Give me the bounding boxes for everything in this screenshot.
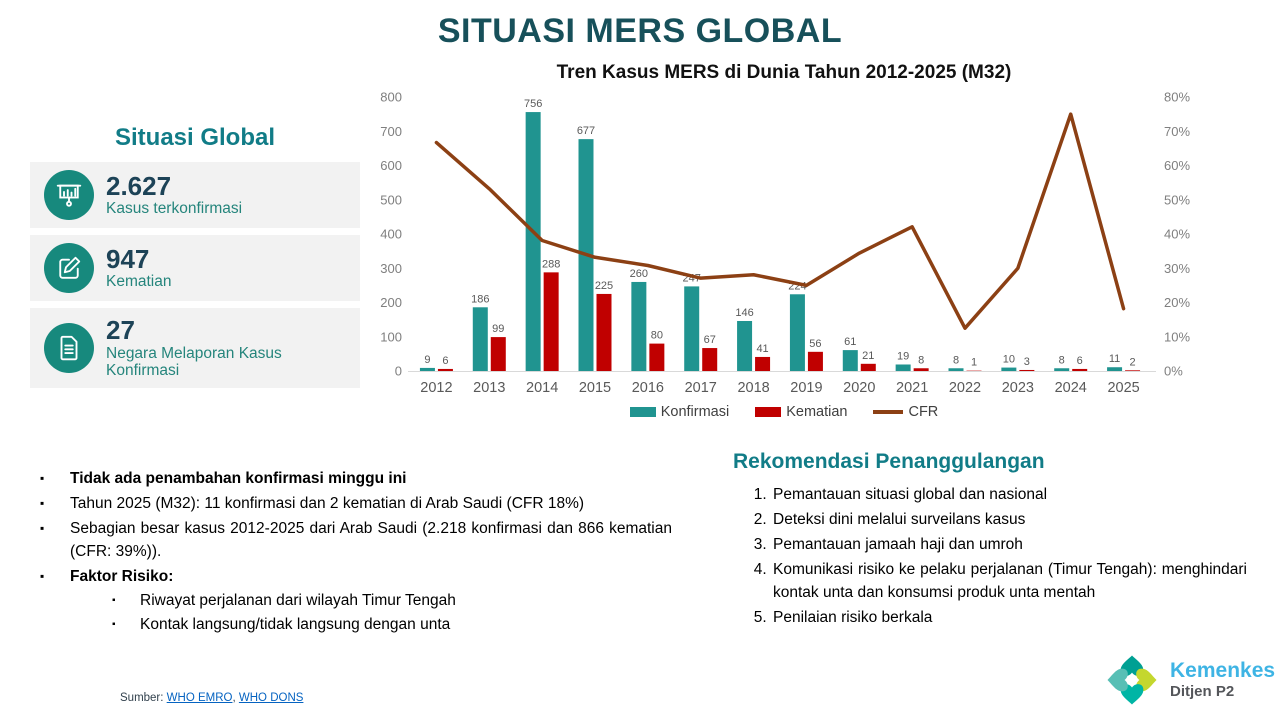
svg-text:2020: 2020 <box>843 380 876 396</box>
stat-card-confirmed <box>30 162 360 228</box>
source-link-who-emro[interactable]: WHO EMRO <box>166 692 233 704</box>
bar-konfirmasi <box>896 364 911 371</box>
bar-kematian <box>914 368 929 371</box>
svg-text:2014: 2014 <box>526 380 559 396</box>
stat-text <box>106 245 171 291</box>
svg-text:2015: 2015 <box>578 380 612 396</box>
svg-text:700: 700 <box>380 123 402 139</box>
svg-text:0%: 0% <box>1164 363 1183 379</box>
source-label: Sumber: <box>120 692 164 704</box>
legend-label-cfr: CFR <box>908 404 939 420</box>
kemenkes-logo <box>1104 652 1275 708</box>
svg-text:2019: 2019 <box>790 380 823 396</box>
bar-kematian <box>1125 370 1140 371</box>
logo-text <box>1170 660 1275 699</box>
logo-subbrand: Ditjen P2 <box>1170 682 1235 700</box>
bar-konfirmasi <box>631 282 646 371</box>
bar-kematian <box>861 364 876 371</box>
svg-text:2018: 2018 <box>737 380 770 396</box>
highlight-text: Tahun 2025 (M32): 11 konfirmasi dan 2 kematian di Arab Saudi (CFR 18%) <box>70 495 585 512</box>
svg-text:99: 99 <box>492 323 505 336</box>
bar-konfirmasi <box>843 350 858 371</box>
svg-text:80%: 80% <box>1164 90 1191 105</box>
svg-text:30%: 30% <box>1164 260 1191 276</box>
chart-legend <box>368 404 1200 420</box>
risk-factor-sublist <box>110 589 672 636</box>
svg-text:300: 300 <box>380 260 402 276</box>
svg-text:2017: 2017 <box>684 380 717 396</box>
svg-text:225: 225 <box>594 279 614 292</box>
svg-text:9: 9 <box>424 353 431 366</box>
risk-factor-text: Riwayat perjalanan dari wilayah Timur Tengah <box>140 592 456 609</box>
svg-text:146: 146 <box>735 306 754 319</box>
legend-swatch-konfirmasi <box>630 407 656 417</box>
svg-text:67: 67 <box>703 334 716 347</box>
svg-text:6: 6 <box>442 354 449 367</box>
svg-text:400: 400 <box>380 226 402 242</box>
bar-kematian <box>808 352 823 371</box>
legend-label-konfirmasi: Konfirmasi <box>660 404 730 420</box>
mers-trend-chart <box>368 62 1200 442</box>
legend-label-kematian: Kematian <box>786 404 848 420</box>
legend-swatch-cfr <box>873 410 903 414</box>
svg-text:2022: 2022 <box>948 380 982 396</box>
highlight-item-risk-factors <box>38 565 672 636</box>
recommendation-item: 4. Komunikasi risiko ke pelaku perjalanan (Timur Tengah): menghindari kontak unta dan konsumsi produk unta mentah <box>771 558 1247 604</box>
svg-text:186: 186 <box>471 293 490 306</box>
highlight-item <box>38 517 672 563</box>
svg-text:260: 260 <box>629 267 649 280</box>
source-note <box>120 692 303 704</box>
stat-card-countries <box>30 308 360 388</box>
recommendation-item: 1. Pemantauan situasi global dan nasional <box>771 483 1247 506</box>
svg-text:2012: 2012 <box>420 380 453 396</box>
stat-text <box>106 316 306 380</box>
svg-text:2013: 2013 <box>473 380 506 396</box>
bar-konfirmasi <box>949 368 964 371</box>
recommendation-item: 5. Penilaian risiko berkala <box>771 606 1247 629</box>
svg-text:2024: 2024 <box>1054 380 1087 396</box>
bar-konfirmasi <box>1001 368 1016 371</box>
bar-kematian <box>597 294 612 371</box>
logo-brand: Kemenkes <box>1170 659 1276 683</box>
risk-factor-text: Kontak langsung/tidak langsung dengan unta <box>140 616 451 633</box>
bar-kematian <box>491 337 506 371</box>
svg-text:200: 200 <box>380 295 402 310</box>
bar-konfirmasi <box>526 112 541 371</box>
recommendations-panel <box>733 450 1247 631</box>
svg-text:2016: 2016 <box>631 380 664 396</box>
svg-text:70%: 70% <box>1164 123 1191 139</box>
stat-card-deaths <box>30 235 360 301</box>
bar-kematian <box>755 357 770 371</box>
stat-text <box>106 172 242 218</box>
document-icon <box>44 323 94 373</box>
bar-konfirmasi <box>473 307 488 371</box>
svg-text:21: 21 <box>862 349 875 362</box>
svg-text:677: 677 <box>576 125 596 138</box>
bar-konfirmasi <box>684 286 699 371</box>
svg-text:10: 10 <box>1002 353 1015 366</box>
svg-text:288: 288 <box>541 258 561 271</box>
bar-konfirmasi <box>737 321 752 371</box>
svg-text:0: 0 <box>394 363 402 379</box>
svg-text:41: 41 <box>756 342 769 355</box>
source-link-who-dons[interactable]: WHO DONS <box>238 692 304 704</box>
highlights-list <box>38 467 672 638</box>
legend-item-kematian <box>755 404 847 420</box>
svg-text:2021: 2021 <box>896 380 929 396</box>
legend-item-cfr <box>873 404 938 420</box>
svg-text:2025: 2025 <box>1107 380 1140 396</box>
chart-title: Tren Kasus MERS di Dunia Tahun 2012-2025 (M32) <box>556 62 1012 83</box>
svg-text:40%: 40% <box>1164 226 1191 242</box>
svg-text:11: 11 <box>1108 353 1121 366</box>
stat-label-confirmed: Kasus terkonfirmasi <box>106 200 243 218</box>
recommendation-item: 2. Deteksi dini melalui surveilans kasus <box>771 508 1247 531</box>
highlight-text: Tidak ada penambahan konfirmasi minggu ini <box>70 470 407 487</box>
recommendations-title: Rekomendasi Penanggulangan <box>733 450 1045 473</box>
source-link-separator: , <box>232 692 236 704</box>
svg-text:100: 100 <box>380 329 402 345</box>
bar-kematian <box>1019 370 1034 371</box>
stat-value-deaths: 947 <box>106 243 150 274</box>
svg-text:60%: 60% <box>1164 158 1191 173</box>
svg-text:500: 500 <box>380 192 402 208</box>
stat-value-confirmed: 2.627 <box>106 170 172 201</box>
stat-value-countries: 27 <box>106 315 135 345</box>
bar-kematian <box>544 272 559 371</box>
svg-text:800: 800 <box>380 90 402 105</box>
svg-text:20%: 20% <box>1164 295 1191 310</box>
legend-swatch-kematian <box>755 407 781 417</box>
svg-text:19: 19 <box>897 350 910 363</box>
bar-kematian <box>438 369 453 371</box>
highlight-text: Faktor Risiko: <box>70 568 174 585</box>
svg-text:2023: 2023 <box>1001 380 1034 396</box>
svg-text:247: 247 <box>682 272 701 285</box>
svg-text:50%: 50% <box>1164 192 1191 208</box>
svg-text:8: 8 <box>1058 354 1065 367</box>
edit-icon <box>44 243 94 293</box>
legend-item-konfirmasi <box>630 404 730 420</box>
highlight-item <box>38 492 672 515</box>
bar-kematian <box>649 344 664 371</box>
bar-konfirmasi <box>420 368 435 371</box>
svg-text:8: 8 <box>918 354 925 367</box>
bar-kematian <box>702 348 717 371</box>
svg-text:224: 224 <box>788 280 807 293</box>
presentation-chart-icon <box>44 170 94 220</box>
svg-text:61: 61 <box>844 336 857 349</box>
risk-factor-item <box>110 613 672 636</box>
svg-text:756: 756 <box>523 98 543 111</box>
highlight-text: ▪ Sebagian besar kasus 2012-2025 dari Arab Saudi (2.218 konfirmasi dan 866 kematian (CFR: 39%)). <box>70 520 672 560</box>
svg-text:3: 3 <box>1023 355 1030 368</box>
bar-konfirmasi <box>790 294 805 371</box>
bar-konfirmasi <box>1107 367 1122 371</box>
global-panel-title: Situasi Global <box>114 124 276 151</box>
page-title: SITUASI MERS GLOBAL <box>437 12 843 50</box>
svg-text:56: 56 <box>809 337 822 350</box>
stat-label-deaths: Kematian <box>106 273 172 291</box>
stat-label-countries: Negara Melaporan Kasus Konfirmasi <box>106 344 282 380</box>
bar-konfirmasi <box>1054 368 1069 371</box>
svg-text:2: 2 <box>1129 356 1136 369</box>
svg-text:10%: 10% <box>1164 329 1191 345</box>
svg-text:1: 1 <box>970 356 978 369</box>
svg-text:600: 600 <box>380 158 402 173</box>
svg-text:6: 6 <box>1076 354 1083 367</box>
chart-canvas <box>368 90 1200 402</box>
risk-factor-item <box>110 589 672 612</box>
svg-text:80: 80 <box>650 329 663 342</box>
bar-kematian <box>1072 369 1087 371</box>
recommendation-item: 3. Pemantauan jamaah haji dan umroh <box>771 533 1247 556</box>
kemenkes-logo-mark <box>1104 652 1160 708</box>
highlight-item <box>38 467 672 490</box>
global-situation-panel <box>30 124 360 395</box>
svg-text:8: 8 <box>952 354 960 367</box>
